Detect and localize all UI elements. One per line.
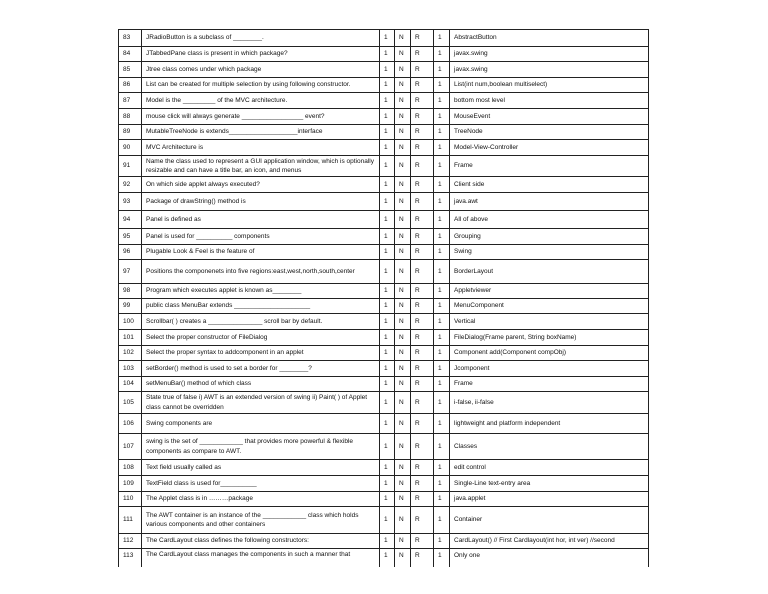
marks-cell: 1: [380, 193, 395, 211]
code-cell: R: [411, 314, 434, 330]
flag-cell: N: [395, 156, 411, 177]
code-cell: R: [411, 534, 434, 549]
flag-cell: N: [395, 125, 411, 140]
marks-cell: 1: [380, 392, 395, 414]
question-number: 100: [119, 314, 142, 330]
answer-text: java.applet: [450, 492, 649, 507]
answer-text: Jcomponent: [450, 361, 649, 377]
question-number: 113: [119, 549, 142, 567]
marks-cell: 1: [380, 346, 395, 361]
code-cell: R: [411, 93, 434, 109]
table-row: [119, 330, 649, 346]
question-text: TextField class is used for__________: [142, 476, 380, 492]
table-row: [119, 361, 649, 377]
marks-cell: 1: [380, 492, 395, 507]
answer-text: bottom most level: [450, 93, 649, 109]
question-number: 105: [119, 392, 142, 414]
code-cell: R: [411, 549, 434, 567]
marks-cell: 1: [380, 211, 395, 229]
level-cell: 1: [434, 492, 450, 507]
marks-cell: 1: [380, 245, 395, 260]
flag-cell: N: [395, 140, 411, 156]
question-text: setBorder() method is used to set a border for ________?: [142, 361, 380, 377]
code-cell: R: [411, 507, 434, 534]
code-cell: R: [411, 62, 434, 78]
marks-cell: 1: [380, 460, 395, 476]
table-row: [119, 229, 649, 245]
flag-cell: N: [395, 476, 411, 492]
question-number: 89: [119, 125, 142, 140]
table-row: [119, 193, 649, 211]
code-cell: R: [411, 284, 434, 299]
answer-text: FileDialog(Frame parent, String boxName): [450, 330, 649, 346]
question-number: 102: [119, 346, 142, 361]
marks-cell: 1: [380, 260, 395, 284]
table-row: [119, 156, 649, 177]
flag-cell: N: [395, 549, 411, 567]
answer-text: Component add(Component compObj): [450, 346, 649, 361]
question-number: 83: [119, 30, 142, 47]
question-number: 108: [119, 460, 142, 476]
code-cell: R: [411, 392, 434, 414]
answer-text: MouseEvent: [450, 109, 649, 125]
question-number: 101: [119, 330, 142, 346]
marks-cell: 1: [380, 507, 395, 534]
flag-cell: N: [395, 30, 411, 47]
level-cell: 1: [434, 47, 450, 62]
question-number: 91: [119, 156, 142, 177]
level-cell: 1: [434, 507, 450, 534]
table-row: [119, 377, 649, 392]
flag-cell: N: [395, 284, 411, 299]
answer-text: lightweight and platform independent: [450, 414, 649, 434]
answer-text: Client side: [450, 177, 649, 193]
table-row: [119, 346, 649, 361]
answer-text: Appletviewer: [450, 284, 649, 299]
question-number: 109: [119, 476, 142, 492]
flag-cell: N: [395, 245, 411, 260]
code-cell: R: [411, 377, 434, 392]
marks-cell: 1: [380, 125, 395, 140]
question-text: Name the class used to represent a GUI application window, which is optionally resizable and can have a title bar, an icon, and menus: [142, 156, 380, 177]
marks-cell: 1: [380, 229, 395, 245]
code-cell: R: [411, 109, 434, 125]
code-cell: R: [411, 299, 434, 314]
level-cell: 1: [434, 534, 450, 549]
question-text: Positions the componenets into five regions:east,west,north,south,center: [142, 260, 380, 284]
level-cell: 1: [434, 193, 450, 211]
question-text: MutableTreeNode is extends___________________interface: [142, 125, 380, 140]
marks-cell: 1: [380, 78, 395, 93]
flag-cell: N: [395, 211, 411, 229]
question-number: 98: [119, 284, 142, 299]
question-number: 110: [119, 492, 142, 507]
marks-cell: 1: [380, 434, 395, 460]
question-number: 90: [119, 140, 142, 156]
code-cell: R: [411, 229, 434, 245]
table-row: [119, 476, 649, 492]
code-cell: R: [411, 492, 434, 507]
table-row: [119, 414, 649, 434]
question-number: 94: [119, 211, 142, 229]
table-row: [119, 434, 649, 460]
flag-cell: N: [395, 47, 411, 62]
flag-cell: N: [395, 434, 411, 460]
question-table: [118, 29, 649, 567]
table-row: [119, 177, 649, 193]
code-cell: R: [411, 330, 434, 346]
question-text: Select the proper syntax to addcomponent in an applet: [142, 346, 380, 361]
code-cell: R: [411, 156, 434, 177]
question-number: 97: [119, 260, 142, 284]
code-cell: R: [411, 260, 434, 284]
marks-cell: 1: [380, 62, 395, 78]
table-row: [119, 93, 649, 109]
code-cell: R: [411, 245, 434, 260]
marks-cell: 1: [380, 314, 395, 330]
question-text: Model is the _________ of the MVC architecture.: [142, 93, 380, 109]
marks-cell: 1: [380, 476, 395, 492]
flag-cell: N: [395, 346, 411, 361]
level-cell: 1: [434, 93, 450, 109]
marks-cell: 1: [380, 47, 395, 62]
question-text: Plugable Look & Feel is the feature of: [142, 245, 380, 260]
question-table-body: [119, 30, 649, 567]
code-cell: R: [411, 177, 434, 193]
question-number: 84: [119, 47, 142, 62]
level-cell: 1: [434, 140, 450, 156]
marks-cell: 1: [380, 109, 395, 125]
level-cell: 1: [434, 434, 450, 460]
question-number: 87: [119, 93, 142, 109]
flag-cell: N: [395, 109, 411, 125]
marks-cell: 1: [380, 361, 395, 377]
table-row: [119, 62, 649, 78]
question-text: The CardLayout class manages the components in such a manner that: [142, 549, 380, 567]
level-cell: 1: [434, 392, 450, 414]
question-number: 96: [119, 245, 142, 260]
code-cell: R: [411, 140, 434, 156]
question-number: 88: [119, 109, 142, 125]
answer-text: AbstractButton: [450, 30, 649, 47]
table-row: [119, 260, 649, 284]
question-text: setMenuBar() method of which class: [142, 377, 380, 392]
table-row: [119, 492, 649, 507]
question-text: swing is the set of ____________ that provides more powerful & flexible components as compare to AWT.: [142, 434, 380, 460]
flag-cell: N: [395, 260, 411, 284]
code-cell: R: [411, 476, 434, 492]
question-text: On which side applet always executed?: [142, 177, 380, 193]
answer-text: Grouping: [450, 229, 649, 245]
code-cell: R: [411, 361, 434, 377]
answer-text: Container: [450, 507, 649, 534]
flag-cell: N: [395, 193, 411, 211]
table-row: [119, 299, 649, 314]
level-cell: 1: [434, 229, 450, 245]
level-cell: 1: [434, 211, 450, 229]
answer-text: Only one: [450, 549, 649, 567]
flag-cell: N: [395, 299, 411, 314]
code-cell: R: [411, 30, 434, 47]
table-row: [119, 314, 649, 330]
flag-cell: N: [395, 330, 411, 346]
marks-cell: 1: [380, 377, 395, 392]
flag-cell: N: [395, 177, 411, 193]
question-number: 93: [119, 193, 142, 211]
flag-cell: N: [395, 62, 411, 78]
question-text: Swing components are: [142, 414, 380, 434]
table-row: [119, 78, 649, 93]
marks-cell: 1: [380, 177, 395, 193]
code-cell: R: [411, 211, 434, 229]
flag-cell: N: [395, 229, 411, 245]
code-cell: R: [411, 47, 434, 62]
answer-text: TreeNode: [450, 125, 649, 140]
question-text: mouse click will always generate _________________ event?: [142, 109, 380, 125]
question-number: 103: [119, 361, 142, 377]
level-cell: 1: [434, 62, 450, 78]
question-text: Select the proper constructor of FileDialog: [142, 330, 380, 346]
level-cell: 1: [434, 78, 450, 93]
table-row: [119, 47, 649, 62]
code-cell: R: [411, 434, 434, 460]
flag-cell: N: [395, 361, 411, 377]
level-cell: 1: [434, 245, 450, 260]
level-cell: 1: [434, 299, 450, 314]
answer-text: BorderLayout: [450, 260, 649, 284]
table-row: [119, 549, 649, 567]
answer-text: Model-View-Controller: [450, 140, 649, 156]
level-cell: 1: [434, 177, 450, 193]
question-text: The AWT container is an instance of the ____________ class which holds various components and other containers: [142, 507, 380, 534]
question-text: List can be created for multiple selection by using following constructor.: [142, 78, 380, 93]
answer-text: javax.swing: [450, 47, 649, 62]
marks-cell: 1: [380, 414, 395, 434]
table-row: [119, 211, 649, 229]
answer-text: MenuComponent: [450, 299, 649, 314]
table-row: [119, 30, 649, 47]
marks-cell: 1: [380, 549, 395, 567]
question-number: 92: [119, 177, 142, 193]
marks-cell: 1: [380, 30, 395, 47]
answer-text: edit control: [450, 460, 649, 476]
question-text: State true of false i) AWT is an extended version of swing ii) Paint( ) of Applet class cannot be overridden: [142, 392, 380, 414]
level-cell: 1: [434, 377, 450, 392]
code-cell: R: [411, 193, 434, 211]
question-number: 111: [119, 507, 142, 534]
level-cell: 1: [434, 109, 450, 125]
level-cell: 1: [434, 156, 450, 177]
flag-cell: N: [395, 392, 411, 414]
level-cell: 1: [434, 361, 450, 377]
answer-text: Frame: [450, 156, 649, 177]
level-cell: 1: [434, 549, 450, 567]
flag-cell: N: [395, 460, 411, 476]
flag-cell: N: [395, 507, 411, 534]
question-number: 112: [119, 534, 142, 549]
answer-text: CardLayout() // First Cardlayout(int hor, int ver) //second: [450, 534, 649, 549]
level-cell: 1: [434, 330, 450, 346]
level-cell: 1: [434, 314, 450, 330]
level-cell: 1: [434, 284, 450, 299]
answer-text: List(int num,boolean multiselect): [450, 78, 649, 93]
answer-text: Classes: [450, 434, 649, 460]
question-number: 99: [119, 299, 142, 314]
code-cell: R: [411, 460, 434, 476]
level-cell: 1: [434, 476, 450, 492]
question-number: 107: [119, 434, 142, 460]
question-text: Package of drawString() method is: [142, 193, 380, 211]
level-cell: 1: [434, 460, 450, 476]
question-text: public class MenuBar extends _____________________: [142, 299, 380, 314]
question-text: Program which executes applet is known as________: [142, 284, 380, 299]
code-cell: R: [411, 414, 434, 434]
answer-text: javax.swing: [450, 62, 649, 78]
answer-text: Frame: [450, 377, 649, 392]
code-cell: R: [411, 125, 434, 140]
marks-cell: 1: [380, 93, 395, 109]
question-text: JTabbedPane class is present in which package?: [142, 47, 380, 62]
level-cell: 1: [434, 346, 450, 361]
flag-cell: N: [395, 414, 411, 434]
answer-text: Vertical: [450, 314, 649, 330]
question-text: The Applet class is in ………package: [142, 492, 380, 507]
question-number: 104: [119, 377, 142, 392]
question-text: Scrollbar( ) creates a _______________ scroll bar by default.: [142, 314, 380, 330]
question-text: Panel is defined as: [142, 211, 380, 229]
question-number: 106: [119, 414, 142, 434]
answer-text: java.awt: [450, 193, 649, 211]
flag-cell: N: [395, 492, 411, 507]
table-row: [119, 507, 649, 534]
table-row: [119, 140, 649, 156]
table-row: [119, 109, 649, 125]
level-cell: 1: [434, 125, 450, 140]
question-text: MVC Architecture is: [142, 140, 380, 156]
question-text: Text field usually called as: [142, 460, 380, 476]
marks-cell: 1: [380, 284, 395, 299]
table-row: [119, 284, 649, 299]
flag-cell: N: [395, 534, 411, 549]
answer-text: Swing: [450, 245, 649, 260]
flag-cell: N: [395, 377, 411, 392]
answer-text: i-false, ii-false: [450, 392, 649, 414]
level-cell: 1: [434, 414, 450, 434]
level-cell: 1: [434, 260, 450, 284]
table-row: [119, 125, 649, 140]
question-text: The CardLayout class defines the following constructors:: [142, 534, 380, 549]
answer-text: All of above: [450, 211, 649, 229]
marks-cell: 1: [380, 330, 395, 346]
marks-cell: 1: [380, 299, 395, 314]
table-row: [119, 245, 649, 260]
marks-cell: 1: [380, 534, 395, 549]
table-row: [119, 460, 649, 476]
flag-cell: N: [395, 93, 411, 109]
question-text: JRadioButton is a subclass of ________.: [142, 30, 380, 47]
code-cell: R: [411, 346, 434, 361]
question-number: 86: [119, 78, 142, 93]
marks-cell: 1: [380, 156, 395, 177]
question-number: 85: [119, 62, 142, 78]
code-cell: R: [411, 78, 434, 93]
question-text: Jtree class comes under which package: [142, 62, 380, 78]
marks-cell: 1: [380, 140, 395, 156]
flag-cell: N: [395, 314, 411, 330]
question-text: Panel is used for __________ components: [142, 229, 380, 245]
level-cell: 1: [434, 30, 450, 47]
table-row: [119, 392, 649, 414]
table-row: [119, 534, 649, 549]
answer-text: Single-Line text-entry area: [450, 476, 649, 492]
flag-cell: N: [395, 78, 411, 93]
question-number: 95: [119, 229, 142, 245]
